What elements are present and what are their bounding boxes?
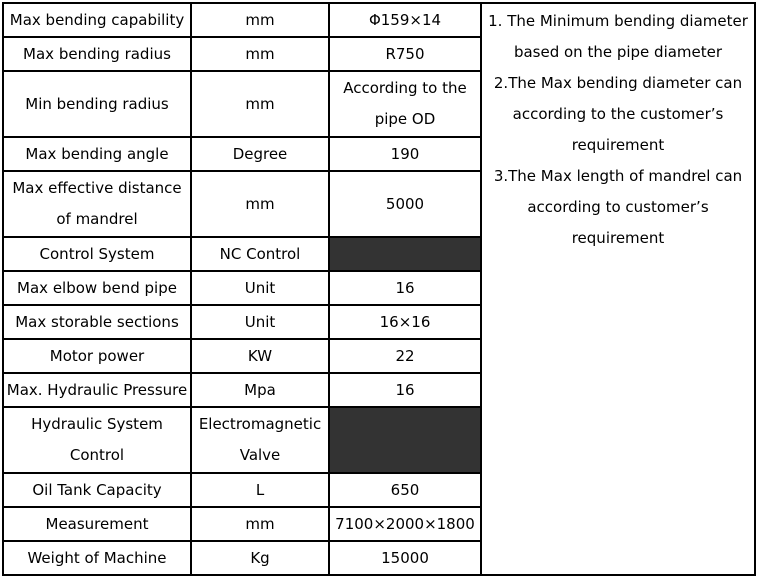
value-cell: 16×16	[329, 305, 481, 339]
unit-cell: mm	[191, 37, 329, 71]
parameter-cell: Max bending capability	[3, 3, 191, 37]
unit-cell: mm	[191, 71, 329, 137]
note-3: 3.The Max length of mandrel can according to customer’s requirement	[493, 167, 743, 247]
value-cell: R750	[329, 37, 481, 71]
parameter-cell: Max. Hydraulic Pressure	[3, 373, 191, 407]
table-row	[3, 3, 755, 37]
value-cell: 16	[329, 373, 481, 407]
value-cell: 15000	[329, 541, 481, 575]
parameter-cell: Max bending radius	[3, 37, 191, 71]
parameter-cell: Max elbow bend pipe	[3, 271, 191, 305]
unit-cell: mm	[191, 171, 329, 237]
unit-cell: Unit	[191, 271, 329, 305]
parameter-cell: Min bending radius	[3, 71, 191, 137]
unit-cell: NC Control	[191, 237, 329, 271]
value-cell: 190	[329, 137, 481, 171]
unit-cell: Degree	[191, 137, 329, 171]
value-cell: Φ159×14	[329, 3, 481, 37]
value-cell: 16	[329, 271, 481, 305]
note-1: 1. The Minimum bending diameter based on the pipe diameter	[488, 12, 748, 61]
notes-cell	[481, 3, 755, 575]
unit-cell: L	[191, 473, 329, 507]
value-cell: 7100×2000×1800	[329, 507, 481, 541]
parameter-cell: Max storable sections	[3, 305, 191, 339]
unit-cell: Unit	[191, 305, 329, 339]
value-cell: 22	[329, 339, 481, 373]
parameter-cell: Hydraulic System Control	[3, 407, 191, 473]
value-cell-shaded	[329, 237, 481, 271]
value-cell: 650	[329, 473, 481, 507]
value-cell-shaded	[329, 407, 481, 473]
parameter-cell: Weight of Machine	[3, 541, 191, 575]
unit-cell: Electromagnetic Valve	[191, 407, 329, 473]
parameter-cell: Motor power	[3, 339, 191, 373]
note-2: 2.The Max bending diameter can according to the customer’s requirement	[493, 74, 743, 154]
unit-cell: Mpa	[191, 373, 329, 407]
parameter-cell: Oil Tank Capacity	[3, 473, 191, 507]
parameter-cell: Control System	[3, 237, 191, 271]
parameter-cell: Max effective distance of mandrel	[3, 171, 191, 237]
unit-cell: mm	[191, 507, 329, 541]
value-cell: According to the pipe OD	[329, 71, 481, 137]
spec-table	[2, 2, 756, 576]
parameter-cell: Measurement	[3, 507, 191, 541]
unit-cell: Kg	[191, 541, 329, 575]
value-cell: 5000	[329, 171, 481, 237]
unit-cell: KW	[191, 339, 329, 373]
unit-cell: mm	[191, 3, 329, 37]
parameter-cell: Max bending angle	[3, 137, 191, 171]
